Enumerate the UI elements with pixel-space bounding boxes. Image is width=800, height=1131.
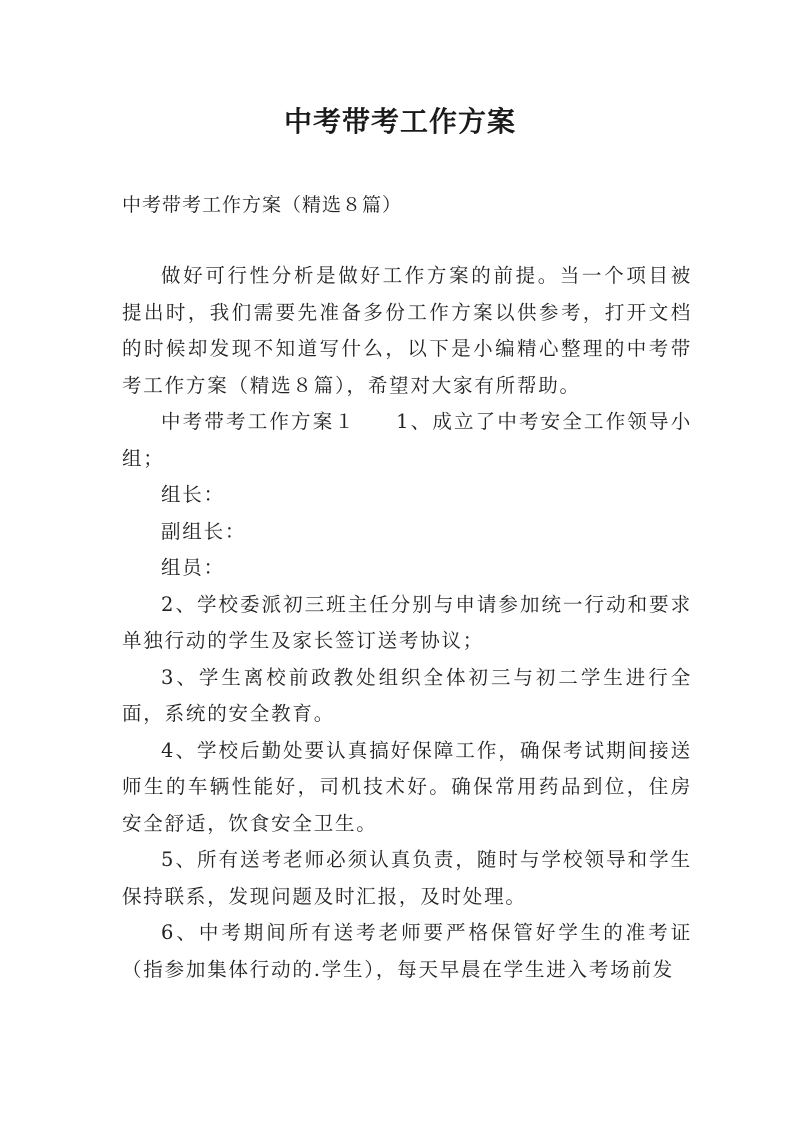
item-5-paragraph: 5、所有送考老师必须认真负责，随时与学校领导和学生保持联系，发现问题及时汇报，及时处理。 [122, 848, 692, 908]
deputy-leader-label: 副组长： [161, 519, 247, 543]
item-2-paragraph: 2、学校委派初三班主任分别与申请参加统一行动和要求单独行动的学生及家长签订送考协议； [122, 592, 692, 652]
document-subtitle: 中考带考工作方案（精选８篇） [122, 194, 403, 216]
intro-paragraph: 做好可行性分析是做好工作方案的前提。当一个项目被提出时，我们需要先准备多份工作方案以供参考，打开文档的时候却发现不知道写什么，以下是小编精心整理的中考带考工作方案（精选８篇），希望对大家有所帮助。 [122, 264, 692, 397]
leader-label: 组长： [161, 483, 225, 506]
document-title: 中考带考工作方案 [283, 105, 516, 138]
item-4-paragraph: 4、学校后勤处要认真搞好保障工作，确保考试期间接送师生的车辆性能好，司机技术好。确保常用药品到位，住房安全舒适，饮食安全卫生。 [122, 738, 692, 835]
member-label: 组员： [161, 556, 225, 579]
item-6-paragraph: 6、中考期间所有送考老师要严格保管好学生的准考证（指参加集体行动的.学生），每天早晨在学生进入考场前发 [122, 921, 692, 981]
section-heading-paragraph [122, 404, 692, 477]
section-first-item: 1、成立了中考安全工作领导小组； [122, 410, 693, 470]
document-body [122, 258, 692, 988]
section-heading: 中考带考工作方案１ [161, 410, 357, 433]
item-3-paragraph: 3、学生离校前政教处组织全体初三与初二学生进行全面，系统的安全教育。 [122, 665, 692, 725]
